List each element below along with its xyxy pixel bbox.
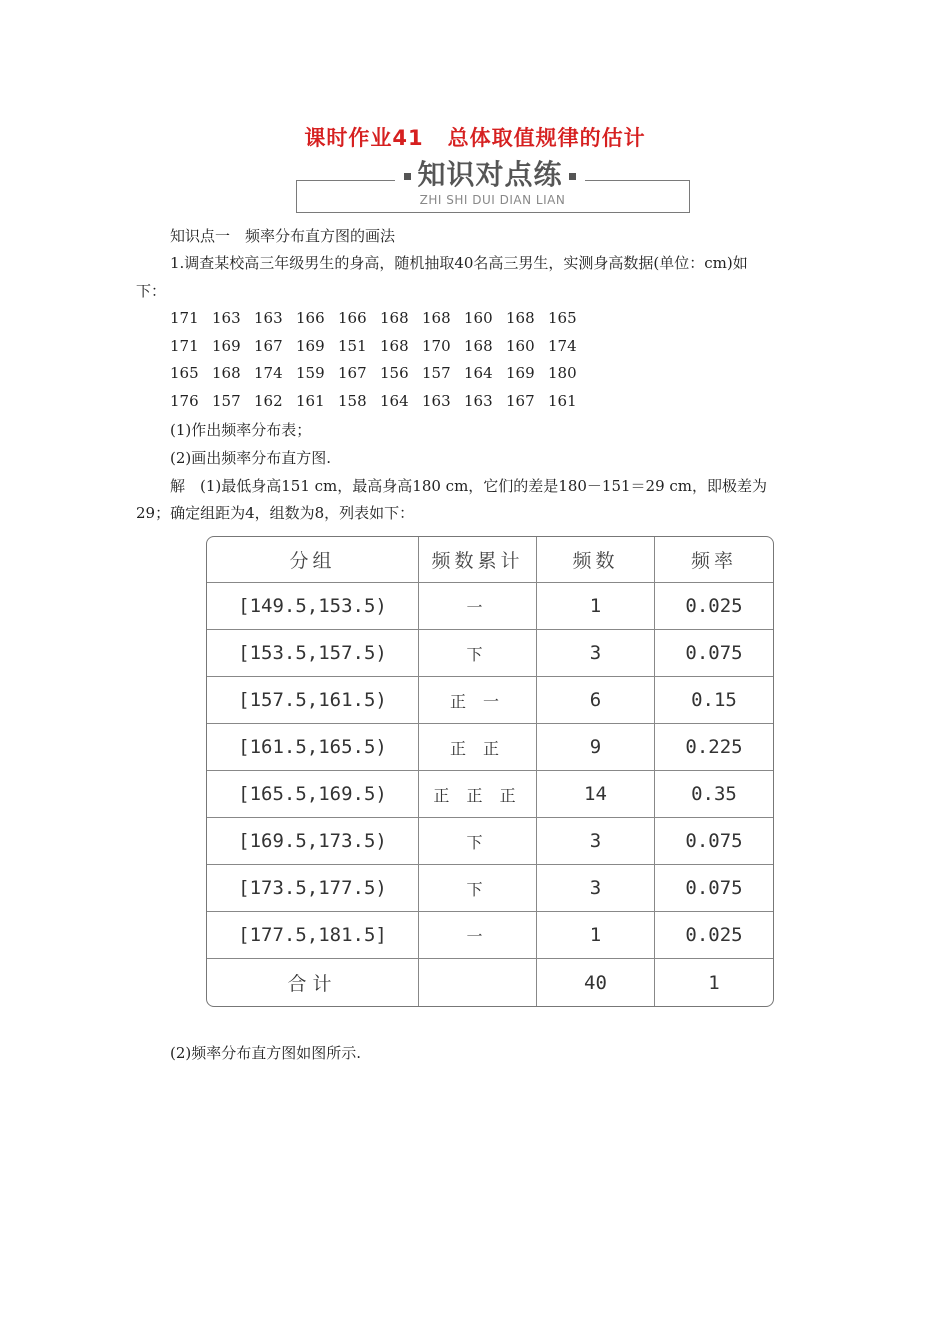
group-cell: [153.5,157.5) [207, 630, 419, 677]
data-value: 169 [506, 364, 535, 382]
data-value: 174 [254, 364, 283, 382]
table-row [207, 818, 773, 865]
table-row [207, 865, 773, 912]
tally-cell: 下 [419, 818, 537, 865]
data-value: 167 [254, 337, 283, 355]
count-cell: 6 [537, 677, 655, 724]
data-value: 167 [506, 392, 535, 410]
data-value: 164 [380, 392, 409, 410]
data-value: 168 [422, 309, 451, 327]
group-cell: [157.5,161.5) [207, 677, 419, 724]
data-value: 161 [548, 392, 577, 410]
table-row [207, 630, 773, 677]
data-value: 167 [338, 364, 367, 382]
data-value: 168 [212, 364, 241, 382]
banner-subtitle: ZHI SHI DUI DIAN LIAN [419, 193, 566, 207]
square-bullet-icon [404, 173, 411, 180]
table-row [207, 912, 773, 959]
data-value: 163 [212, 309, 241, 327]
banner-title [395, 155, 585, 195]
tally-cell: 下 [419, 865, 537, 912]
frequency-cell: 0.075 [655, 818, 773, 865]
part-2-text: (2)频率分布直方图如图所示. [170, 1044, 362, 1062]
title-part2: 总体取值规律的估计 [447, 126, 646, 150]
data-value: 169 [212, 337, 241, 355]
data-value: 180 [548, 364, 577, 382]
data-value: 176 [170, 392, 199, 410]
data-value: 171 [170, 337, 199, 355]
data-value: 166 [338, 309, 367, 327]
data-row [170, 337, 590, 355]
title-part1: 课时作业41 [304, 126, 424, 150]
group-cell: [165.5,169.5) [207, 771, 419, 818]
header-tally: 频数累计 [419, 537, 537, 583]
problem-line-2: 下： [136, 282, 167, 300]
data-value: 162 [254, 392, 283, 410]
frequency-cell: 0.025 [655, 912, 773, 959]
table-row [207, 771, 773, 818]
tally-cell: 正 正 正 [419, 771, 537, 818]
header-group: 分组 [207, 537, 419, 583]
data-value: 170 [422, 337, 451, 355]
tally-cell: 下 [419, 630, 537, 677]
group-cell: [161.5,165.5) [207, 724, 419, 771]
data-value: 166 [296, 309, 325, 327]
solution-line-2: 29；确定组距为4，组数为8，列表如下： [136, 504, 415, 522]
data-value: 163 [464, 392, 493, 410]
count-cell: 9 [537, 724, 655, 771]
group-cell: [177.5,181.5] [207, 912, 419, 959]
tally-cell: 一 [419, 583, 537, 630]
count-cell: 40 [537, 959, 655, 1006]
group-cell: 合计 [207, 959, 419, 1006]
header-count: 频数 [537, 537, 655, 583]
frequency-table [206, 536, 774, 1007]
data-row [170, 392, 590, 410]
frequency-cell: 0.15 [655, 677, 773, 724]
data-value: 171 [170, 309, 199, 327]
data-value: 164 [464, 364, 493, 382]
data-value: 156 [380, 364, 409, 382]
problem-line-1: 1.调查某校高三年级男生的身高，随机抽取40名高三男生，实测身高数据(单位：cm)如 [170, 254, 748, 272]
frequency-cell: 0.225 [655, 724, 773, 771]
count-cell: 1 [537, 583, 655, 630]
data-value: 169 [296, 337, 325, 355]
count-cell: 3 [537, 818, 655, 865]
tally-cell: 正 一 [419, 677, 537, 724]
frequency-cell: 1 [708, 971, 720, 994]
data-value: 174 [548, 337, 577, 355]
table-row [207, 677, 773, 724]
table-row [207, 583, 773, 630]
data-value: 168 [506, 309, 535, 327]
data-row [170, 364, 590, 382]
data-value: 168 [464, 337, 493, 355]
question-2: (2)画出频率分布直方图. [170, 449, 332, 467]
table-row [207, 724, 773, 771]
data-value: 160 [506, 337, 535, 355]
group-cell: [169.5,173.5) [207, 818, 419, 865]
table-header-row [207, 537, 773, 583]
count-cell: 1 [537, 912, 655, 959]
data-value: 163 [254, 309, 283, 327]
group-cell: [173.5,177.5) [207, 865, 419, 912]
group-cell: [149.5,153.5) [207, 583, 419, 630]
tally-cell [419, 959, 537, 1006]
header-frequency: 频率 [655, 537, 773, 583]
count-cell: 3 [537, 630, 655, 677]
data-row [170, 309, 590, 327]
count-cell: 3 [537, 865, 655, 912]
frequency-cell: 0.025 [655, 583, 773, 630]
frequency-cell: 0.075 [655, 630, 773, 677]
data-value: 165 [548, 309, 577, 327]
data-value: 161 [296, 392, 325, 410]
solution-line-1: 解 (1)最低身高151 cm，最高身高180 cm，它们的差是180－151＝29 cm，即极差为 [170, 477, 768, 495]
banner-title-text: 知识对点练 [417, 158, 563, 191]
square-bullet-icon [569, 173, 576, 180]
data-value: 168 [380, 337, 409, 355]
data-value: 165 [170, 364, 199, 382]
data-value: 163 [422, 392, 451, 410]
page-title [0, 122, 950, 152]
data-value: 151 [338, 337, 367, 355]
data-value: 160 [464, 309, 493, 327]
question-1: (1)作出频率分布表； [170, 421, 312, 439]
data-value: 158 [338, 392, 367, 410]
frequency-cell: 0.35 [655, 771, 773, 818]
count-cell: 14 [537, 771, 655, 818]
tally-cell: 正 正 [419, 724, 537, 771]
data-value: 168 [380, 309, 409, 327]
table-total-row [207, 959, 773, 1006]
section-heading: 知识点一 频率分布直方图的画法 [170, 227, 396, 245]
data-value: 157 [212, 392, 241, 410]
tally-cell: 一 [419, 912, 537, 959]
data-value: 157 [422, 364, 451, 382]
frequency-cell: 0.075 [655, 865, 773, 912]
data-value: 159 [296, 364, 325, 382]
